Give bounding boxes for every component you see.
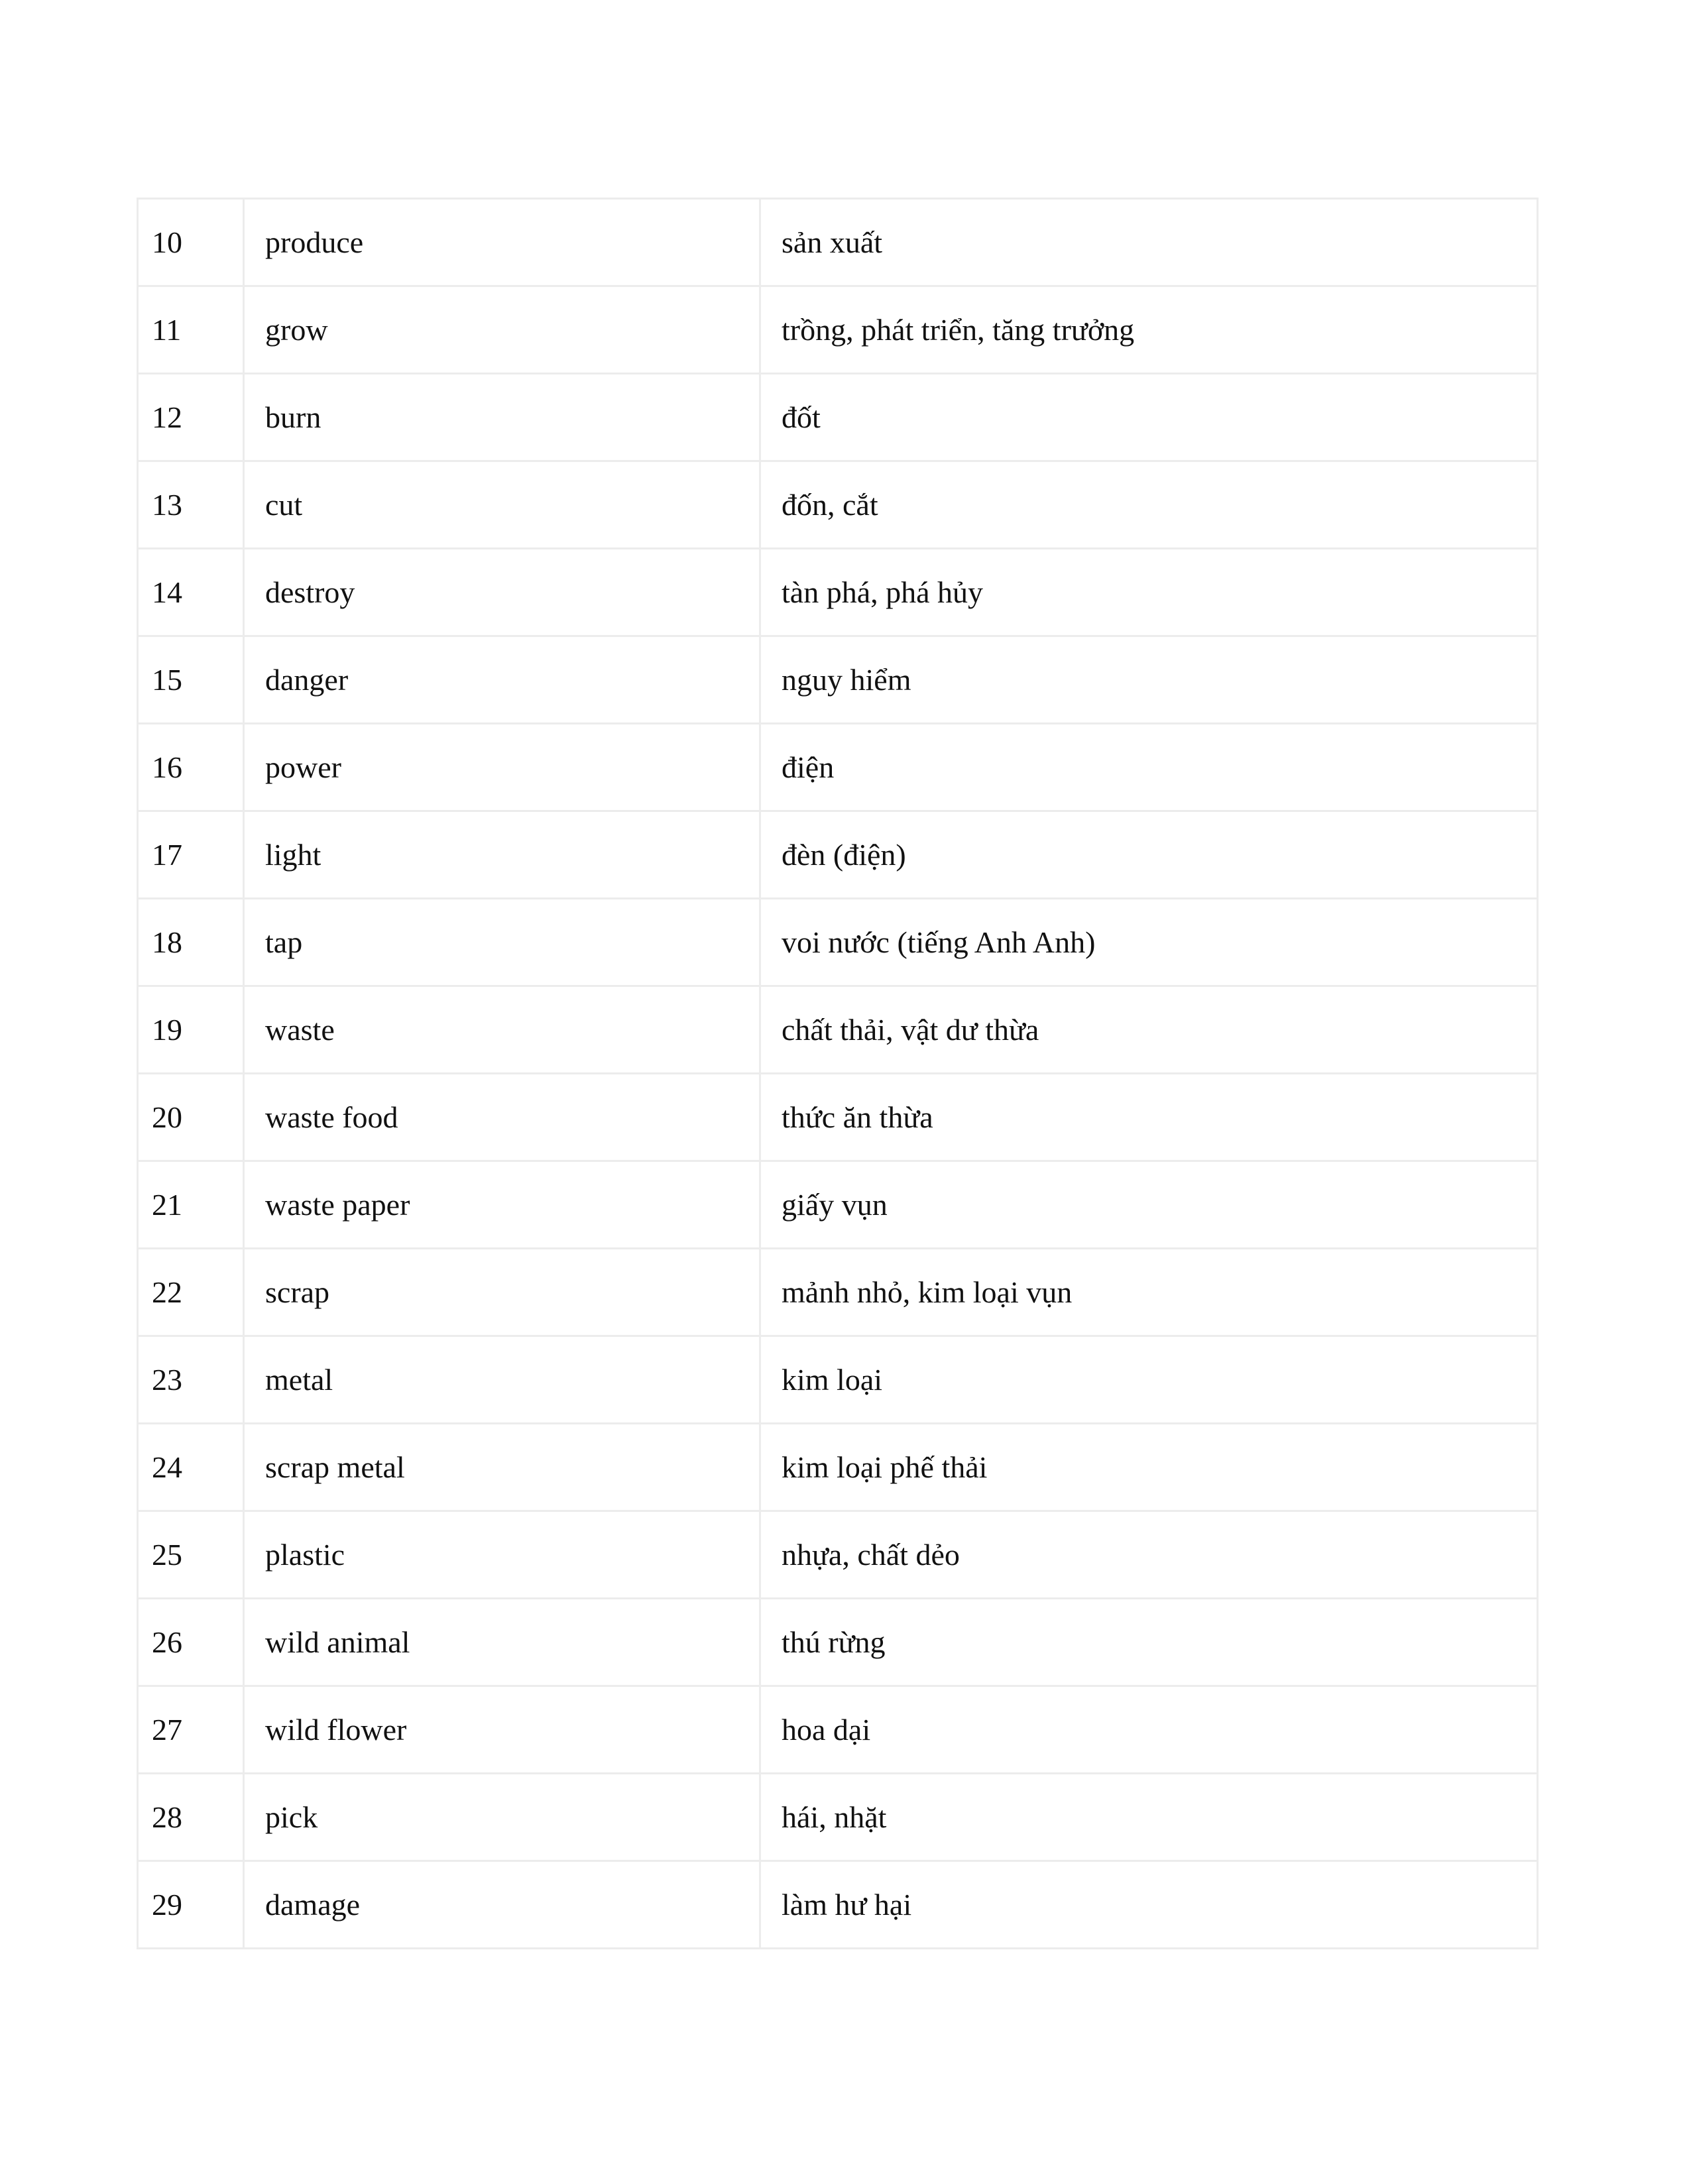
table-row (138, 199, 1538, 286)
vietnamese-meaning: thú rừng (760, 1599, 1538, 1686)
row-number: 13 (138, 461, 244, 549)
row-number: 19 (138, 986, 244, 1074)
table-row (138, 636, 1538, 724)
table-row (138, 1074, 1538, 1161)
vietnamese-meaning: giấy vụn (760, 1161, 1538, 1249)
row-number: 29 (138, 1861, 244, 1949)
english-word: scrap (244, 1249, 760, 1336)
row-number: 14 (138, 549, 244, 636)
english-word: waste food (244, 1074, 760, 1161)
english-word: power (244, 724, 760, 811)
vietnamese-meaning: đốn, cắt (760, 461, 1538, 549)
vietnamese-meaning: tàn phá, phá hủy (760, 549, 1538, 636)
table-row (138, 374, 1538, 461)
vietnamese-meaning: đèn (điện) (760, 811, 1538, 899)
table-row (138, 549, 1538, 636)
english-word: metal (244, 1336, 760, 1424)
vietnamese-meaning: kim loại (760, 1336, 1538, 1424)
table-row (138, 1249, 1538, 1336)
vietnamese-meaning: nguy hiểm (760, 636, 1538, 724)
table-row (138, 1686, 1538, 1774)
row-number: 20 (138, 1074, 244, 1161)
table-row (138, 811, 1538, 899)
english-word: cut (244, 461, 760, 549)
row-number: 28 (138, 1774, 244, 1861)
row-number: 17 (138, 811, 244, 899)
vietnamese-meaning: mảnh nhỏ, kim loại vụn (760, 1249, 1538, 1336)
row-number: 11 (138, 286, 244, 374)
table-row (138, 1599, 1538, 1686)
table-row (138, 1861, 1538, 1949)
vietnamese-meaning: trồng, phát triển, tăng trưởng (760, 286, 1538, 374)
row-number: 18 (138, 899, 244, 986)
vietnamese-meaning: voi nước (tiếng Anh Anh) (760, 899, 1538, 986)
english-word: light (244, 811, 760, 899)
english-word: produce (244, 199, 760, 286)
english-word: waste (244, 986, 760, 1074)
vietnamese-meaning: làm hư hại (760, 1861, 1538, 1949)
english-word: scrap metal (244, 1424, 760, 1511)
english-word: wild animal (244, 1599, 760, 1686)
table-row (138, 1774, 1538, 1861)
english-word: grow (244, 286, 760, 374)
table-row (138, 899, 1538, 986)
vocabulary-table-body (138, 199, 1538, 1949)
table-row (138, 1511, 1538, 1599)
vietnamese-meaning: chất thải, vật dư thừa (760, 986, 1538, 1074)
vietnamese-meaning: đốt (760, 374, 1538, 461)
vietnamese-meaning: kim loại phế thải (760, 1424, 1538, 1511)
table-row (138, 986, 1538, 1074)
row-number: 21 (138, 1161, 244, 1249)
english-word: burn (244, 374, 760, 461)
row-number: 10 (138, 199, 244, 286)
row-number: 22 (138, 1249, 244, 1336)
english-word: pick (244, 1774, 760, 1861)
row-number: 24 (138, 1424, 244, 1511)
english-word: waste paper (244, 1161, 760, 1249)
row-number: 26 (138, 1599, 244, 1686)
row-number: 27 (138, 1686, 244, 1774)
row-number: 25 (138, 1511, 244, 1599)
vietnamese-meaning: hoa dại (760, 1686, 1538, 1774)
table-row (138, 724, 1538, 811)
vietnamese-meaning: nhựa, chất dẻo (760, 1511, 1538, 1599)
row-number: 12 (138, 374, 244, 461)
table-row (138, 286, 1538, 374)
table-row (138, 1336, 1538, 1424)
row-number: 15 (138, 636, 244, 724)
english-word: destroy (244, 549, 760, 636)
english-word: wild flower (244, 1686, 760, 1774)
table-row (138, 1424, 1538, 1511)
row-number: 23 (138, 1336, 244, 1424)
english-word: damage (244, 1861, 760, 1949)
english-word: plastic (244, 1511, 760, 1599)
vocabulary-table (137, 198, 1539, 1949)
vietnamese-meaning: điện (760, 724, 1538, 811)
vietnamese-meaning: sản xuất (760, 199, 1538, 286)
vietnamese-meaning: thức ăn thừa (760, 1074, 1538, 1161)
english-word: tap (244, 899, 760, 986)
row-number: 16 (138, 724, 244, 811)
vietnamese-meaning: hái, nhặt (760, 1774, 1538, 1861)
table-row (138, 1161, 1538, 1249)
table-row (138, 461, 1538, 549)
english-word: danger (244, 636, 760, 724)
